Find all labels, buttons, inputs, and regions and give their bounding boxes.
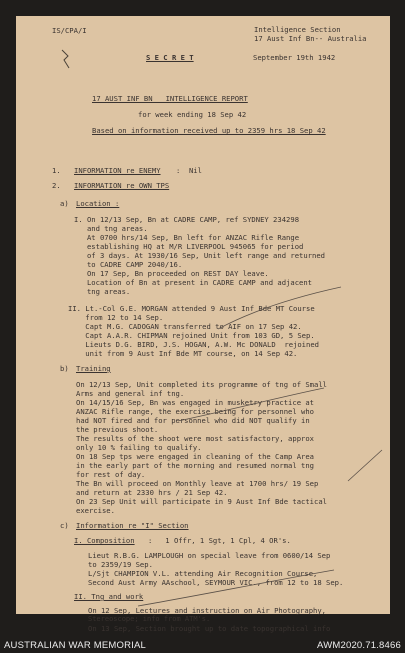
text-line: Second Aust Army AAschool, SEYMOUR VIC., from 12 to 18 Sep.	[88, 578, 344, 587]
text-line: On 17 Sep, Bn proceeded on REST DAY leave.	[74, 269, 269, 278]
text-line: On 23 Sep Unit will participate in 9 Aust Inf Bde tactical	[76, 497, 327, 506]
text-line: Capt M.G. CADOGAN transferred to AIF on 17 Sep 42.	[68, 322, 302, 331]
text-line: Capt A.A.R. CHIPMAN rejoined Unit from 103 GD, 5 Sep.	[68, 331, 315, 340]
text-line: Lieuts D.G. BIRD, J.S. HOGAN, A.W. Mc DONALD rejoined	[68, 340, 319, 349]
subsection-c-heading: Information re "I" Section	[76, 521, 189, 530]
text-line: Arms and general inf tng.	[76, 389, 185, 398]
handwritten-mark	[56, 46, 76, 72]
tng-work-label: II. Tng and work	[74, 592, 144, 601]
unit-line-2: 17 Aust Inf Bn-- Australia	[254, 34, 367, 43]
text-line: and return at 2330 hrs / 21 Sep 42.	[76, 488, 228, 497]
pencil-stroke	[176, 386, 326, 426]
text-line: On 13 Sep, Section brought up to date topographical info	[88, 624, 331, 633]
composition-label: I. Composition	[74, 536, 135, 545]
text-line: The results of the shoot were most satisfactory, approx	[76, 434, 314, 443]
subsection-a-heading: Location :	[76, 199, 120, 208]
section-1-value: : Nil	[176, 166, 202, 175]
report-date: September 19th 1942	[253, 53, 336, 62]
text-line: in the early part of the morning and resumed normal tng	[76, 461, 314, 470]
report-period: for week ending 18 Sep 42	[138, 110, 247, 119]
document-page	[16, 16, 390, 633]
section-1-heading: INFORMATION re ENEMY	[74, 166, 161, 175]
text-line: Lieut R.B.G. LAMPLOUGH on special leave from 0600/14 Sep	[88, 551, 331, 560]
text-line: Location of Bn at present in CADRE CAMP and adjacent	[74, 278, 312, 287]
section-1-number: 1.	[52, 166, 61, 175]
text-line: unit from 9 Aust Inf Bde MT course, on 14 Sep 42.	[68, 349, 298, 358]
text-line: of 3 days. At 1930/16 Sep, Unit left range and returned	[74, 251, 325, 260]
text-line: On 12 Sep, Lectures and instruction on Air Photography,	[88, 606, 326, 615]
text-line: On 12/13 Sep, Unit completed its programme of tng of Small	[76, 380, 327, 389]
text-line: II. Lt.-Col G.E. MORGAN attended 9 Aust Inf Bde MT Course	[68, 304, 315, 313]
reference-code: IS/CPA/I	[52, 26, 87, 35]
unit-line-1: Intelligence Section	[254, 25, 341, 34]
text-line: On 14/15/16 Sep, Bn was engaged in musketry practice at	[76, 398, 314, 407]
subsection-a-letter: a)	[60, 199, 69, 208]
text-line: exercise.	[76, 506, 115, 515]
text-line: ANZAC Rifle range, the exercise being for personnel who	[76, 407, 314, 416]
section-2-heading: INFORMATION re OWN TPS	[74, 181, 170, 190]
text-line: for rest of day.	[76, 470, 146, 479]
classification: S E C R E T	[146, 53, 194, 62]
text-line: had NOT fired and for personnel who did NOT qualify in	[76, 416, 310, 425]
report-basis: Based on information received up to 2359 hrs 18 Sep 42	[92, 126, 326, 135]
text-line: The Bn will proceed on Monthly leave at 1700 hrs/ 19 Sep	[76, 479, 319, 488]
text-line: On 18 Sep tps were engaged in cleaning of the Camp Area	[76, 452, 314, 461]
text-line: establishing HQ at M/R LIVERPOOL 945065 for period	[74, 242, 304, 251]
text-line: to CADRE CAMP 2040/16.	[74, 260, 183, 269]
subsection-b-letter: b)	[60, 364, 69, 373]
text-line: the previous shoot.	[76, 425, 159, 434]
composition-value: : 1 Offr, 1 Sgt, 1 Cpl, 4 OR's.	[148, 536, 291, 545]
text-line: I. On 12/13 Sep, Bn at CADRE CAMP, ref SYDNEY 234298	[74, 215, 300, 224]
text-line: Stereoscope; info from ATM's.	[88, 615, 211, 623]
report-title: 17 AUST INF BN INTELLIGENCE REPORT	[92, 94, 248, 103]
archive-credit: AUSTRALIAN WAR MEMORIAL	[4, 640, 147, 651]
subsection-b-heading: Training	[76, 364, 111, 373]
pencil-stroke	[216, 284, 346, 334]
subsection-c-letter: c)	[60, 521, 69, 530]
text-line: L/Sjt CHAMPION V.L. attending Air Recognition Course,	[88, 569, 318, 578]
text-line: At 0700 hrs/14 Sep, Bn left for ANZAC Rifle Range	[74, 233, 300, 242]
archive-id: AWM2020.71.8466	[317, 640, 401, 651]
pencil-stroke	[136, 568, 336, 608]
text-line: to 2359/19 Sep.	[88, 560, 153, 569]
section-2-number: 2.	[52, 181, 61, 190]
text-line: only 10 % failing to qualify.	[76, 443, 202, 452]
text-line: tng areas.	[74, 287, 131, 296]
pencil-stroke	[346, 446, 386, 486]
text-line: and tng areas.	[74, 224, 148, 233]
text-line: from 12 to 14 Sep.	[68, 313, 164, 322]
